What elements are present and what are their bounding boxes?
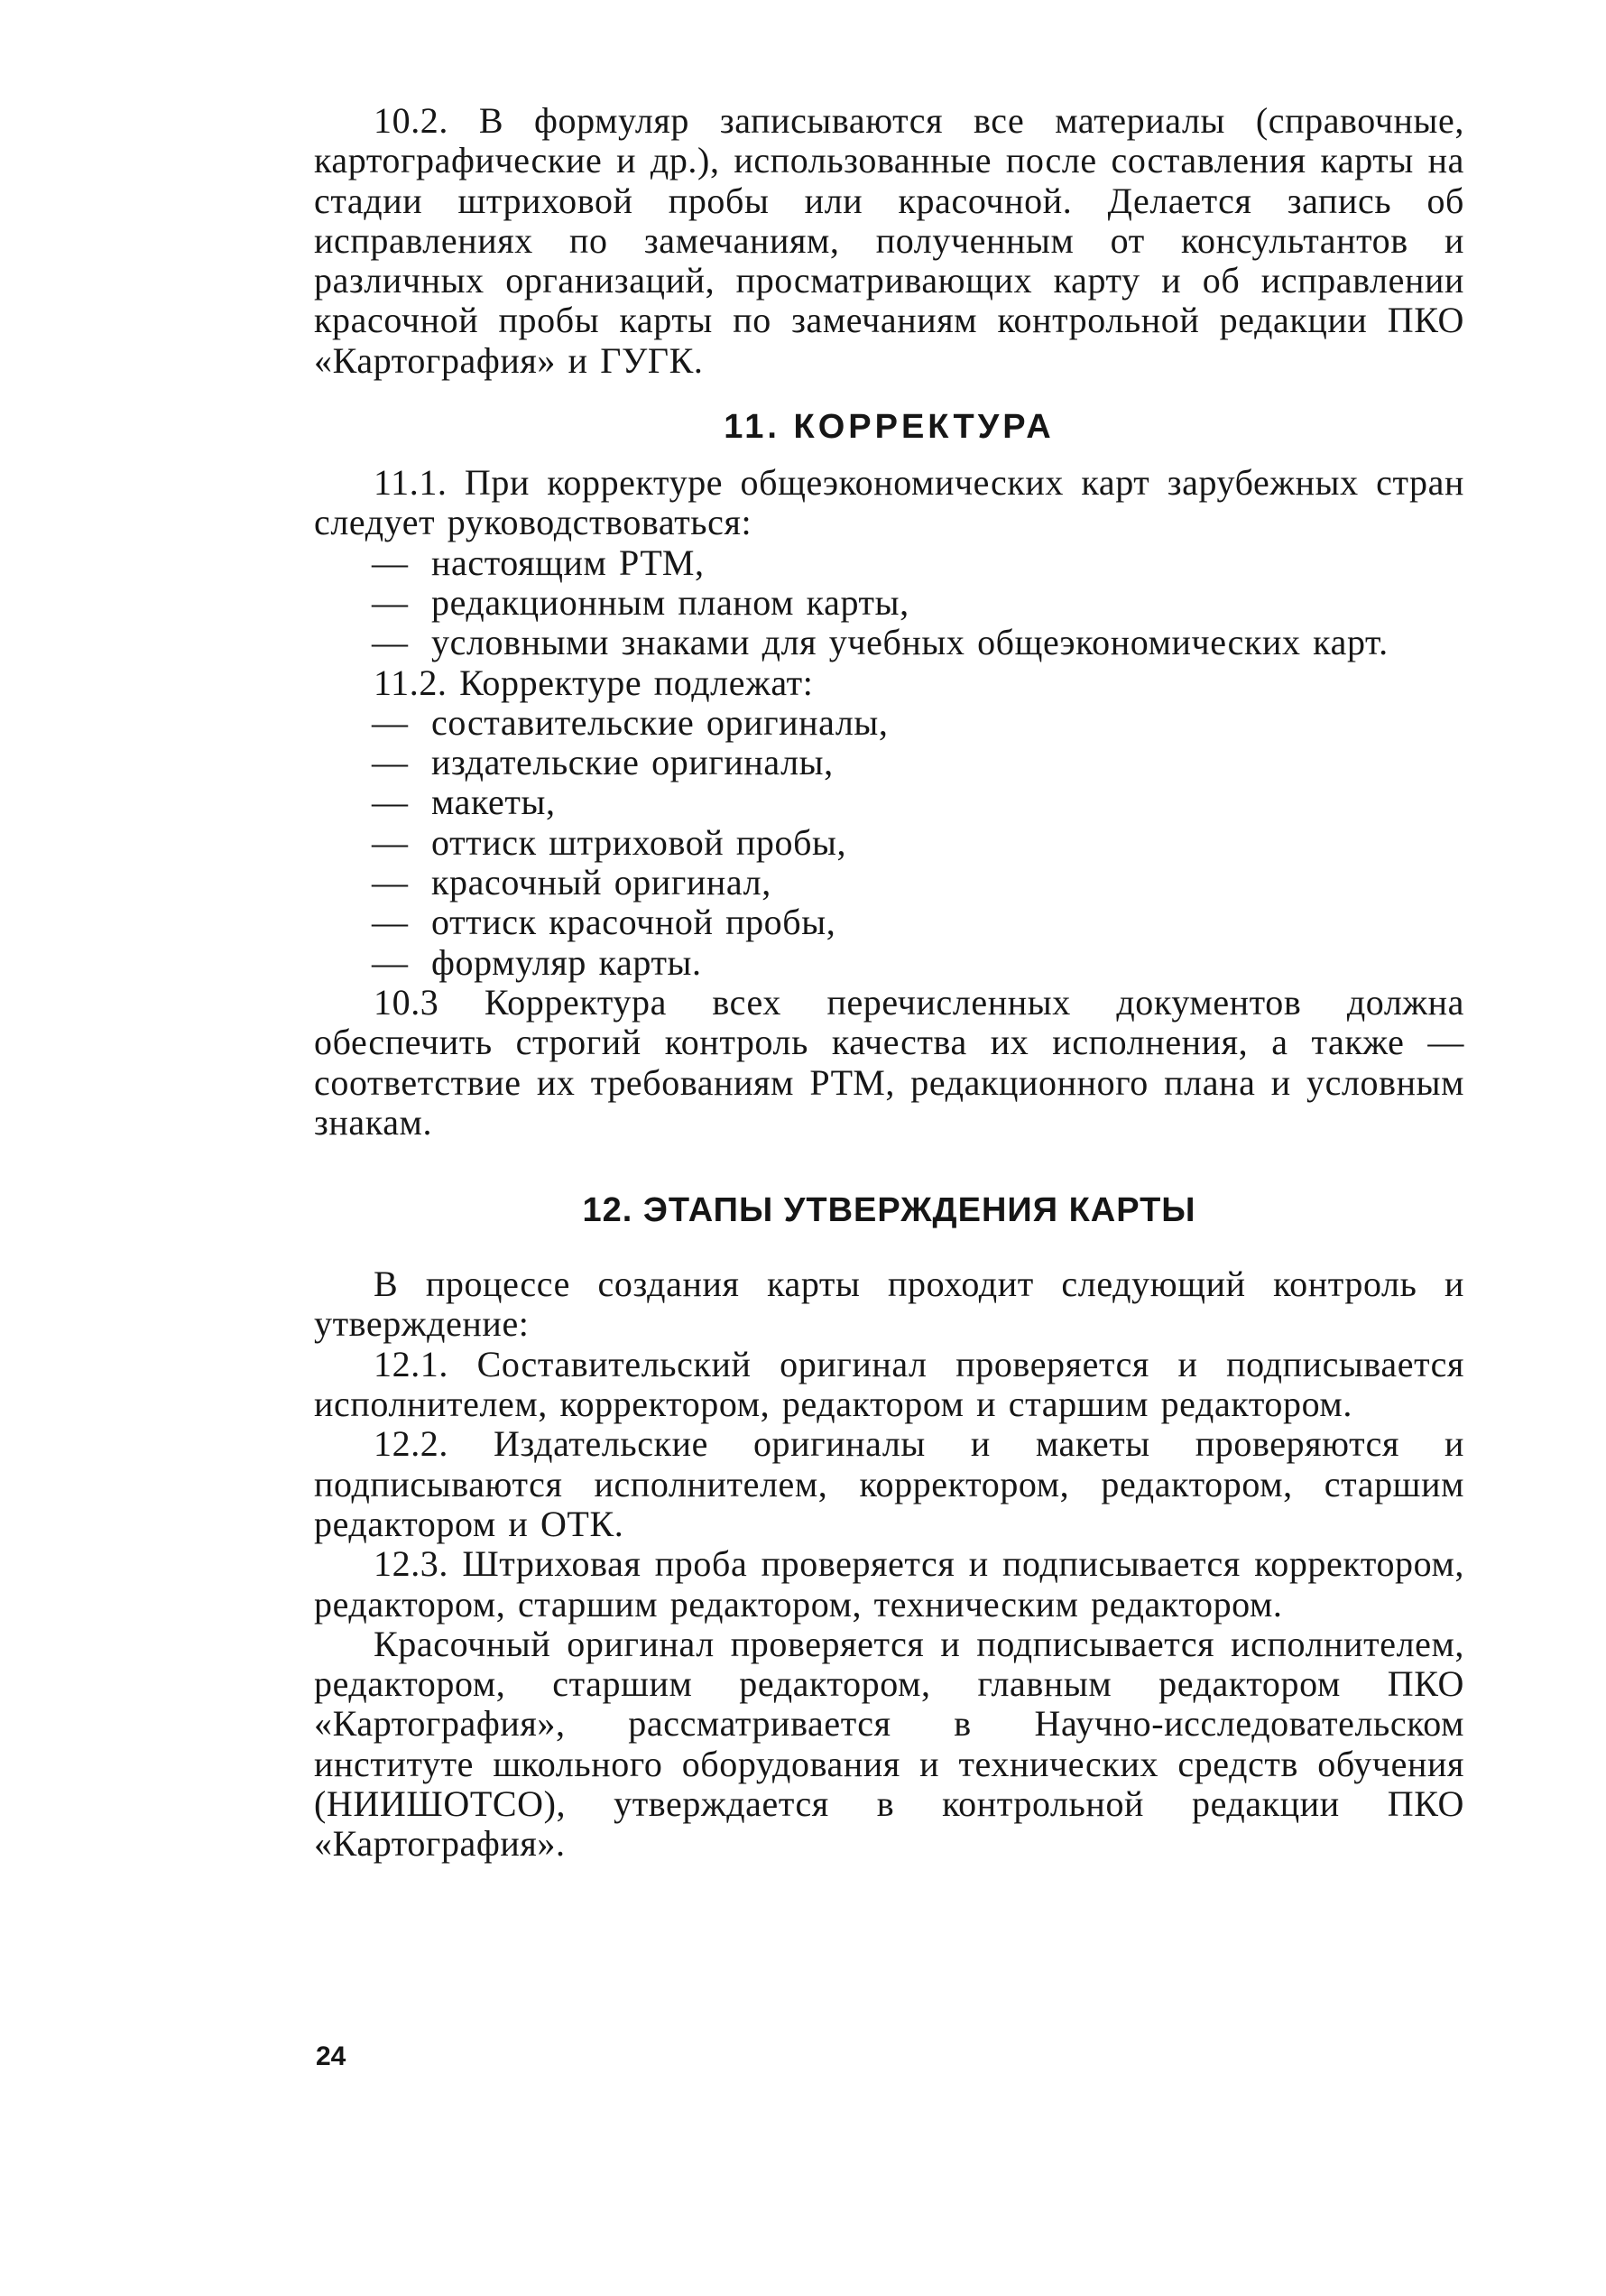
list-item: — оттиск красочной пробы, [372,902,836,943]
dash-marker: — [372,542,409,583]
paragraph-10-2: 10.2. В формуляр записываются все материалы (справочные, картографические и др.), использованные после составления карты на стадии штриховой пробы или красочной. Делается запись об исправлениях по замечаниям, полученным от консультантов и различных организаций, просматривающих карту и об исправлении красочной пробы карты по замечаниям контрольной редакции ПКО «Картография» и ГУГК. [314,100,1464,381]
dash-marker: — [372,941,409,983]
list-item: — оттиск штриховой пробы, [372,821,847,863]
dash-marker: — [372,902,409,943]
paragraph-11-1: 11.1. При корректуре общеэкономических карт зарубежных стран следует руководствоваться: [314,462,1464,543]
list-item: — формуляр карты. [372,941,702,983]
paragraph-12-1: 12.1. Составительский оригинал проверяется и подписывается исполнителем, корректором, редактором и старшим редактором. [314,1343,1464,1425]
dash-marker: — [372,622,409,663]
paragraph-12-intro: В процессе создания карты проходит следующий контроль и утверждение: [314,1264,1464,1345]
dash-marker: — [372,821,409,863]
dash-marker: — [372,862,409,903]
page-number: 24 [316,2041,346,2071]
dash-marker: — [372,742,409,783]
paragraph-10-3: 10.3 Корректура всех перечисленных документов должна обеспечить строгий контроль качества их исполнения, а также — соответствие их требованиям РТМ, редакционного плана и условным знакам. [314,981,1464,1143]
dash-marker: — [372,581,409,623]
list-item: — издательские оригиналы, [372,742,834,783]
list-item: — красочный оригинал, [372,862,771,903]
dash-marker: — [372,701,409,743]
document-page [314,101,1464,1865]
paragraph-11-2: 11.2. Корректуре подлежат: [374,662,814,703]
list-11-2 [314,703,1464,983]
list-item: — условными знаками для учебных общеэкономических карт. [372,622,1389,663]
list-11-1 [314,543,1464,663]
paragraph-color-original: Красочный оригинал проверяется и подписывается исполнителем, редактором, старшим редактором, главным редактором ПКО «Картография», рассматривается в Научно-исследовательском институте школьного оборудования и технических средств обучения (НИИШОТСО), утверждается в контрольной редакции ПКО «Картография». [314,1623,1464,1865]
section-heading-11: 11. КОРРЕКТУРА [724,408,1055,447]
section-heading-12: 12. ЭТАПЫ УТВЕРЖДЕНИЯ КАРТЫ [582,1191,1196,1230]
paragraph-12-2: 12.2. Издательские оригиналы и макеты проверяются и подписываются исполнителем, корректором, редактором, старшим редактором и ОТК. [314,1423,1464,1544]
list-item: — макеты, [372,782,556,823]
dash-marker: — [372,782,409,823]
list-item: — редакционным планом карты, [372,581,909,623]
paragraph-12-3: 12.3. Штриховая проба проверяется и подписывается корректором, редактором, старшим редактором, техническим редактором. [314,1543,1464,1625]
list-item: — настоящим РТМ, [372,542,705,583]
list-item: — составительские оригиналы, [372,701,889,743]
